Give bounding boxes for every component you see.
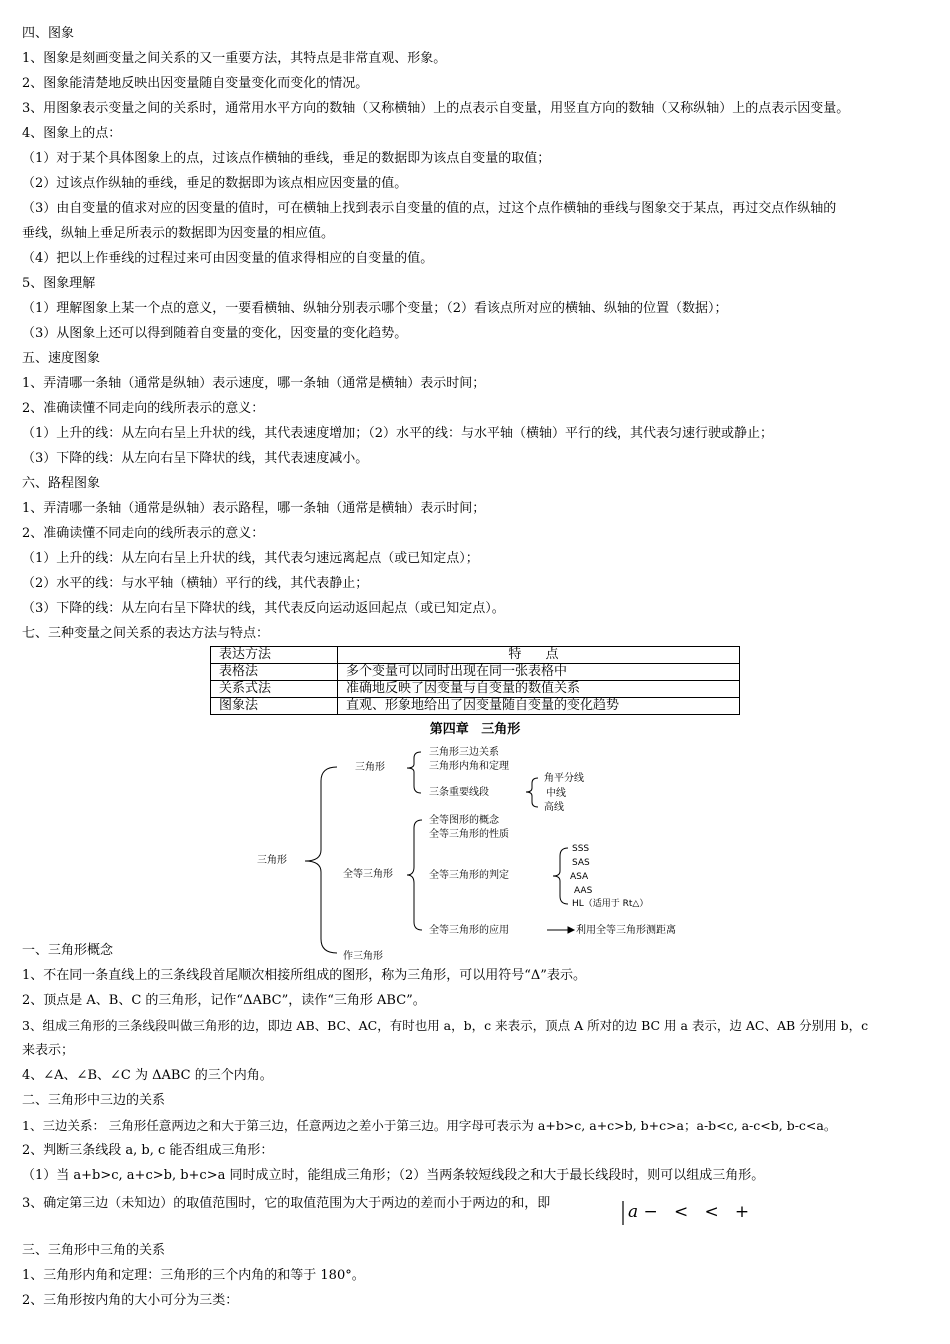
diagram-node: 全等三角形的应用 [429,925,509,936]
diagram-node: AAS [574,886,593,896]
paragraph: 2、图象能清楚地反映出因变量随自变量变化而变化的情况。 [22,76,369,91]
paragraph: 3、组成三角形的三条线段叫做三角形的边，即边 AB、BC、AC，有时也用 a，b，c 来表示，顶点 A 所对的边 BC 用 a 表示，边 AC、AB 分别用 b，c [22,1018,869,1033]
table-cell: 准确地反映了因变量与自变量的数值关系 [338,681,740,698]
paragraph: （2）水平的线：与水平轴（横轴）平行的线，其代表静止； [22,576,369,591]
paragraph: 来表示； [22,1043,75,1058]
b2-3-brace [553,848,568,904]
paragraph: 1、图象是刻画变量之间关系的又一重要方法，其特点是非常直观、形象。 [22,51,447,66]
diagram-node: 三角形内角和定理 [429,761,509,772]
paragraph: （2）过该点作纵轴的垂线，垂足的数据即为该点相应因变量的值。 [22,176,408,191]
paragraph: 2、准确读懂不同走向的线所表示的意义： [22,526,265,541]
diagram-node: HL（适用于 Rt△） [572,899,649,909]
table-cell: 关系式法 [211,681,338,698]
diagram-node: 全等三角形 [343,869,393,880]
paragraph: 3、确定第三边（未知边）的取值范围时，它的取值范围为大于两边的差而小于两边的和，即 [22,1196,551,1211]
paragraph: 4、∠A、∠B、∠C 为 ΔABC 的三个内角。 [22,1068,273,1083]
table-cell: 图象法 [211,698,338,715]
third-side-range-formula [620,1198,760,1228]
paragraph: （1）上升的线：从左向右呈上升状的线，其代表速度增加；（2）水平的线：与水平轴（横轴）平行的线，其代表匀速行驶或静止； [22,426,774,441]
b1-3-brace [526,778,538,807]
paragraph: （3）由自变量的值求对应的因变量的值时，可在横轴上找到表示自变量的值的点，过这个点作横轴的垂线与图象交于某点，再过交点作纵轴的 [22,201,837,216]
paragraph: （1）当 a+b>c, a+c>b, b+c>a 同时成立时，能组成三角形；（2）当两条较短线段之和大于最长线段时，则可以组成三角形。 [22,1168,765,1183]
formula-text: a − < < + [628,1202,750,1222]
paragraph: 1、三边关系： 三角形任意两边之和大于第三边，任意两边之差小于第三边。用字母可表示为 a+b>c, a+c>b, b+c>a；a-b<c, a-c<b, b-c<a。 [22,1118,837,1133]
chapter-number: 第四章 [429,722,469,737]
paragraph: （1）上升的线：从左向右呈上升状的线，其代表匀速远离起点（或已知定点）； [22,551,479,566]
paragraph: 4、图象上的点： [22,126,122,141]
part-1-heading: 一、三角形概念 [22,943,114,958]
table-cell: 多个变量可以同时出现在同一张表格中 [338,664,740,681]
paragraph: 5、图象理解 [22,276,96,291]
section-6-heading: 六、路程图象 [22,476,101,491]
paragraph: （3）下降的线：从左向右呈下降状的线，其代表速度减小。 [22,451,369,466]
section-7-heading: 七、三种变量之间关系的表达方法与特点： [22,626,270,641]
paragraph: 2、三角形按内角的大小可分为三类： [22,1293,239,1308]
diagram-root: 三角形 [257,855,287,866]
diagram-node: 作三角形 [343,951,383,962]
section-4-heading: 四、图象 [22,26,75,41]
paragraph: （1）对于某个具体图象上的点，过该点作横轴的垂线，垂足的数据即为该点自变量的取值； [22,151,551,166]
part-3-heading: 三、三角形中三角的关系 [22,1243,166,1258]
diagram-node: 中线 [546,788,566,799]
paragraph: 1、不在同一条直线上的三条线段首尾顺次相接所组成的图形，称为三角形，可以用符号“Δ”表示。 [22,968,586,983]
diagram-node: 全等三角形的性质 [429,829,509,840]
paragraph: 1、三角形内角和定理：三角形的三个内角的和等于 180°。 [22,1268,365,1283]
paragraph: （3）下降的线：从左向右呈下降状的线，其代表反向运动返回起点（或已知定点）。 [22,601,505,616]
paragraph: （1）理解图象上某一个点的意义，一要看横轴、纵轴分别表示哪个变量；（2）看该点所对应的横轴、纵轴的位置（数据）； [22,301,728,316]
part-2-heading: 二、三角形中三边的关系 [22,1093,166,1108]
root-brace [305,767,337,953]
section-5-heading: 五、速度图象 [22,351,101,366]
table-header-cell: 特 点 [338,647,740,664]
arrow-head [568,927,574,933]
b1-brace [407,752,421,793]
diagram-node: 利用全等三角形测距离 [576,925,676,936]
paragraph: 3、用图象表示变量之间的关系时，通常用水平方向的数轴（又称横轴）上的点表示自变量，用竖直方向的数轴（又称纵轴）上的点表示因变量。 [22,101,850,116]
diagram-node: 角平分线 [544,773,584,784]
paragraph: 2、判断三条线段 a, b, c 能否组成三角形： [22,1143,274,1158]
diagram-node: 高线 [544,802,564,813]
diagram-node: 三角形 [355,762,385,773]
diagram-node: ASA [570,872,589,882]
diagram-node: 三条重要线段 [429,787,489,798]
diagram-node: SAS [572,858,590,868]
table-header-cell: 表达方法 [211,647,338,664]
paragraph: 垂线，纵轴上垂足所表示的数据即为因变量的相应值。 [22,226,335,241]
paragraph: 1、弄清哪一条轴（通常是纵轴）表示速度，哪一条轴（通常是横轴）表示时间； [22,376,486,391]
table-cell: 直观、形象地给出了因变量随自变量的变化趋势 [338,698,740,715]
diagram-node: 三角形三边关系 [429,747,499,758]
paragraph: 2、顶点是 A、B、C 的三角形，记作“ΔABC”，读作“三角形 ABC”。 [22,993,426,1008]
diagram-node: 全等三角形的判定 [429,870,509,881]
paragraph: 2、准确读懂不同走向的线所表示的意义： [22,401,265,416]
paragraph: 1、弄清哪一条轴（通常是纵轴）表示路程，哪一条轴（通常是横轴）表示时间； [22,501,486,516]
chapter-name: 三角形 [481,722,521,737]
b2-brace [407,820,422,930]
paragraph: （4）把以上作垂线的过程过来可由因变量的值求得相应的自变量的值。 [22,251,434,266]
diagram-node: 全等图形的概念 [429,815,499,826]
paragraph: （3）从图象上还可以得到随着自变量的变化，因变量的变化趋势。 [22,326,408,341]
diagram-node: SSS [572,844,590,854]
table-cell: 表格法 [211,664,338,681]
